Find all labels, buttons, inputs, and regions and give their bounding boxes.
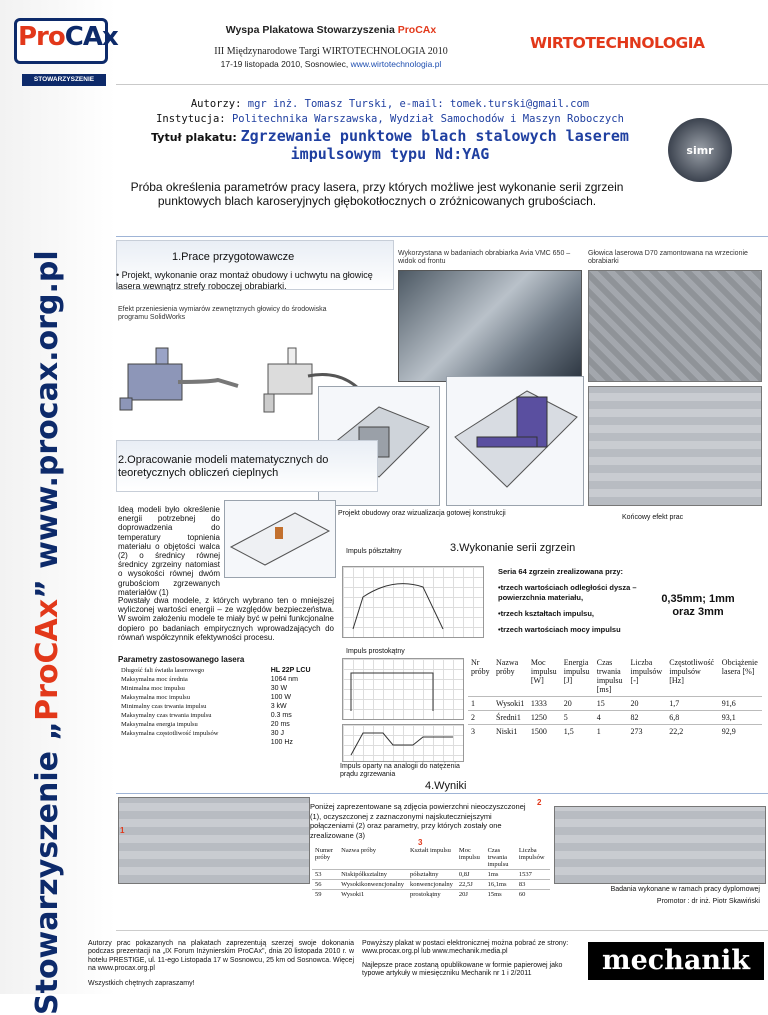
param-label: Maksymalny czas trwania impulsu [121, 712, 212, 719]
table-header-cell: Nazwa próby [496, 658, 519, 676]
table-cell: prostokątny [407, 890, 456, 900]
simr-logo: simr [668, 118, 732, 182]
s1-bullet: • Projekt, wykonanie oraz montaż obudowy i uchwytu na głowicę lasera wewnątrz strefy roboczej obrabiarki. [116, 270, 373, 291]
footer-publish: Najlepsze prace zostaną opublikowane w formie papierowej jako typowe artykuły w miesięczniku Mechanik nr 1 i 2/2011 [362, 962, 563, 978]
header-divider [116, 84, 768, 85]
table-cell: 1500 [528, 725, 561, 739]
impulse-rect-graph [342, 658, 464, 720]
table-header-cell: Energia impulsu [J] [563, 658, 590, 685]
table-header-cell: Częstotliwość impulsów [Hz] [669, 658, 715, 685]
s2-para1: Ideą modeli było określenie energii potrzebnej do doprowadzenia do temperatury topnienia materiału o objętości walca (2) o średnicy równej średnicy zgrzeiny natomiast o wysokości równej dwóm grubościom zgrzewanych materiałów (1) [118, 505, 220, 597]
param-value: 30 W [270, 685, 288, 692]
intro-text: Próba określenia parametrów pracy lasera, przy których możliwe jest wykonanie serii zgrzein punktowych blach karoseryjnych głębokotłocznych o zróżnicowanych grubościach. [130, 180, 624, 208]
distance-values: 0,35mm; 1mm oraz 3mm [661, 593, 735, 618]
laser-param-row [118, 720, 334, 729]
table-header-cell: Moc impulsu [W] [530, 658, 557, 685]
param-value: 100 W [270, 694, 291, 701]
machine-photo [398, 270, 582, 382]
table-row [312, 880, 550, 890]
table-cell: 3 [468, 725, 493, 739]
table-cell: 92,9 [719, 725, 762, 739]
laser-param-row [118, 702, 334, 711]
s2-heading: 2.Opracowanie modeli matematycznych do teoretycznych obliczeń cieplnych [118, 454, 329, 479]
table-cell: 0,8J [456, 870, 485, 880]
table-cell: 5 [561, 711, 594, 725]
table-cell: 22,5J [456, 880, 485, 890]
table-row [468, 725, 762, 739]
table-cell: 20 [561, 697, 594, 711]
param-label: Maksymalna energia impulsu [121, 721, 198, 728]
table-row [468, 711, 762, 725]
s3-heading: 3.Wykonanie serii zgrzein [450, 542, 576, 554]
imp-analog-label: Impuls oparty na analogii do natężenia prądu zgrzewania [340, 763, 460, 779]
table-cell: 2 [468, 711, 493, 725]
table-cell: Średni1 [493, 711, 528, 725]
imp-half-label: Impuls półształtny [346, 548, 402, 555]
param-label: Długość fali światła laserowego [121, 667, 205, 674]
laser-param-row [118, 711, 334, 720]
param-label: Maksymalna częstotliwość impulsów [121, 730, 219, 737]
param-label [118, 738, 268, 747]
s4-label-3: 3 [418, 838, 423, 847]
table-cell: 60 [516, 890, 550, 900]
sidebar-vertical-text: Stowarzyszenie „ProCAx” www.procax.org.pl [30, 250, 65, 1015]
table-row [468, 697, 762, 711]
table-header-cell: Czas trwania impulsu [ms] [596, 658, 623, 694]
laser-param-row [118, 675, 334, 684]
table-cell: 1537 [516, 870, 550, 880]
cap-final: Końcowy efekt prac [622, 514, 684, 521]
laser-param-row [118, 666, 334, 675]
table-cell: 1,5 [561, 725, 594, 739]
s2-para2: Powstały dwa modele, z których wybrano ten o mniejszej wyliczonej wartości energii – ze względów bezpieczeństwa. W swoim założeniu modele te miały być w pełni funkcjonalne dopiero po badaniach empirycznych wprowadzających do równań współczynnik efektywności procesu. [118, 596, 334, 642]
table-cell: 6,8 [666, 711, 719, 725]
param-value: 100 Hz [270, 739, 293, 746]
table-cell: konwencjonalny [407, 880, 456, 890]
table-cell: 1 [468, 697, 493, 711]
table-cell: 91,6 [719, 697, 762, 711]
section-divider [116, 236, 768, 237]
caption-research: Badania wykonane w ramach pracy dyplomowej [610, 886, 760, 893]
param-label: Minimalna moc impulsu [121, 685, 185, 692]
table-cell: 1 [594, 725, 628, 739]
table-cell: 93,1 [719, 711, 762, 725]
s1-heading: 1.Prace przygotowawcze [172, 251, 295, 263]
table-cell: Niski1 [493, 725, 528, 739]
impulse-half-graph [342, 566, 484, 638]
series-info: Seria 64 zgrzein zrealizowana przy: •trzech wartościach odległości dysza – powierzchnia materiału, •trzech kształtach impulsu, •trzech wartościach mocy impulsu [498, 567, 637, 634]
table-header-cell: Czas trwania impulsu [487, 847, 509, 868]
wirtotechnologia-logo: WIRTOTECHNOLOGIA [530, 34, 705, 52]
footer-left: Autorzy prac pokazanych na plakatach zaprezentują szerzej swoje dokonania podczas prezentacji na „IX Forum Inżynierskim ProCAx", dnia 20 listopada 2010 r. w hotelu PRESTIGE, ul. 11-ego Listopada 17 w Sosnowcu, 25 km od Sosnowca. Więcej na www.procax.org.pl [88, 940, 355, 973]
s4-text: Poniżej zaprezentowane są zdjęcia powierzchni nieoczyszczonej (1), oczyszczonej z zaznaczonymi najskuteczniejszymi połączeniami (2) oraz parametry, przy których zostały one zrealizowane (3) [310, 802, 526, 840]
table-header-cell: Liczba impulsów [-] [630, 658, 663, 685]
laser-head-photo [588, 270, 762, 382]
table-cell: Niskipółksztaltny [338, 870, 407, 880]
footer-download: Powyższy plakat w postaci elektronicznej można pobrać ze strony: www.procax.org.pl lub www.mechanik.media.pl [362, 940, 569, 956]
header: Wyspa Plakatowa Stowarzyszenia ProCAx III Międzynarodowe Targi WIRTOTECHNOLOGIA 2010 17-19 listopada 2010, Sosnowiec, www.wirtotechnologia.pl [214, 24, 448, 69]
table-cell: 53 [312, 870, 338, 880]
table-cell: 16,1ms [485, 880, 516, 890]
best-welds-table [312, 846, 550, 899]
table-cell: 20J [456, 890, 485, 900]
table-cell: Wysoki1 [338, 890, 407, 900]
table-cell: 83 [516, 880, 550, 890]
param-value: 0.3 ms [270, 712, 292, 719]
final-housing-photo [588, 386, 762, 506]
param-label: Minimalny czas trwania impulsu [121, 703, 207, 710]
table-cell: 273 [628, 725, 667, 739]
cad-housing-large [446, 376, 584, 506]
table-header-cell: Nr próby [471, 658, 490, 676]
table-cell: 1333 [528, 697, 561, 711]
table-cell: 1250 [528, 711, 561, 725]
param-label: Maksymalna moc średnia [121, 676, 188, 683]
poster-title: Tytuł plakatu: Zgrzewanie punktowe blach stalowych laserem impulsowym typu Nd:YAG [151, 127, 629, 163]
s4-divider [116, 793, 768, 794]
series-params-table [468, 656, 762, 738]
table-cell: Wysokikonwencjonalny [338, 880, 407, 890]
table-cell: 20 [628, 697, 667, 711]
table-cell: 22,2 [666, 725, 719, 739]
weld-photo-uncleaned [118, 797, 310, 884]
cap-head: Głowica laserowa D70 zamontowana na wrzecionie obrabiarki [588, 250, 748, 266]
mechanik-logo: mechanik [588, 942, 764, 980]
table-cell: 4 [594, 711, 628, 725]
s4-label-2: 2 [537, 798, 542, 807]
cap-machine: Wykorzystana w badaniach obrabiarka Avia VMC 650 – widok od frontu [398, 250, 571, 266]
laser-param-row [118, 693, 334, 702]
table-cell: Wysoki1 [493, 697, 528, 711]
table-row [312, 890, 550, 900]
s4-heading: 4.Wyniki [425, 780, 467, 792]
cap-cad: Efekt przeniesienia wymiarów zewnętrznych głowicy do środowiska programu SolidWorks [118, 306, 327, 322]
table-cell: 15 [594, 697, 628, 711]
weld-model-drawing [224, 500, 336, 578]
param-value: 3 kW [270, 703, 287, 710]
param-value: 30 J [270, 730, 284, 737]
table-header-cell: Obciążenie lasera [%] [721, 658, 758, 676]
s4-label-1: 1 [120, 826, 125, 835]
laser-param-row [118, 729, 334, 738]
table-header-cell: Nazwa próby [341, 847, 376, 854]
table-row [312, 870, 550, 880]
table-cell: 15ms [485, 890, 516, 900]
laser-params: Parametry zastosowanego lasera Długość fali światła laserowego HL 22P LCU Maksymalna moc średnia 1064 nm Minimalna moc impulsu 30 W Maksymalna moc impulsu 100 W Minimalny czas trwania impulsu 3 kW Maksymalny czas trwania impulsu 0.3 ms Maksymalna energia impulsu 20 ms Maksymalna częstotliwość impulsów 30 J 100 Hz [118, 655, 334, 747]
table-cell: 1,7 [666, 697, 719, 711]
authors: Autorzy: mgr inż. Tomasz Turski, e-mail: tomek.turski@gmail.com Instytucja: Politechnika Warszawska, Wydział Samochodów i Maszyn Roboczych [156, 98, 624, 125]
caption-supervisor: Promotor : dr inż. Piotr Skawiński [656, 898, 760, 905]
footer-invite: Wszystkich chętnych zapraszamy! [88, 980, 195, 987]
table-cell: 1ms [485, 870, 516, 880]
table-cell: 56 [312, 880, 338, 890]
laser-param-row [118, 684, 334, 693]
table-header-cell: Kształt impulsu [409, 847, 451, 854]
table-cell: 59 [312, 890, 338, 900]
param-value: 20 ms [270, 721, 290, 728]
cap-housing: Projekt obudowy oraz wizualizacja gotowej konstrukcji [338, 510, 506, 517]
footer-divider [116, 930, 768, 931]
table-cell: półształtny [407, 870, 456, 880]
param-label: Maksymalna moc impulsu [121, 694, 190, 701]
laser-param-row [118, 738, 334, 747]
table-header-cell: Numer próby [315, 847, 334, 861]
imp-rect-label: Impuls prostokątny [346, 648, 405, 655]
table-cell: 82 [628, 711, 667, 725]
procax-logo: ProCAx STOWARZYSZENIE [14, 18, 110, 90]
laser-params-table [118, 666, 334, 747]
param-value: HL 22P LCU [270, 667, 311, 674]
table-header-cell: Moc impulsu [458, 847, 480, 861]
param-value: 1064 nm [270, 676, 298, 683]
impulse-analog-graph [342, 724, 464, 762]
weld-photo-cleaned [554, 806, 766, 884]
table-header-cell: Liczba impulsów [518, 847, 545, 861]
